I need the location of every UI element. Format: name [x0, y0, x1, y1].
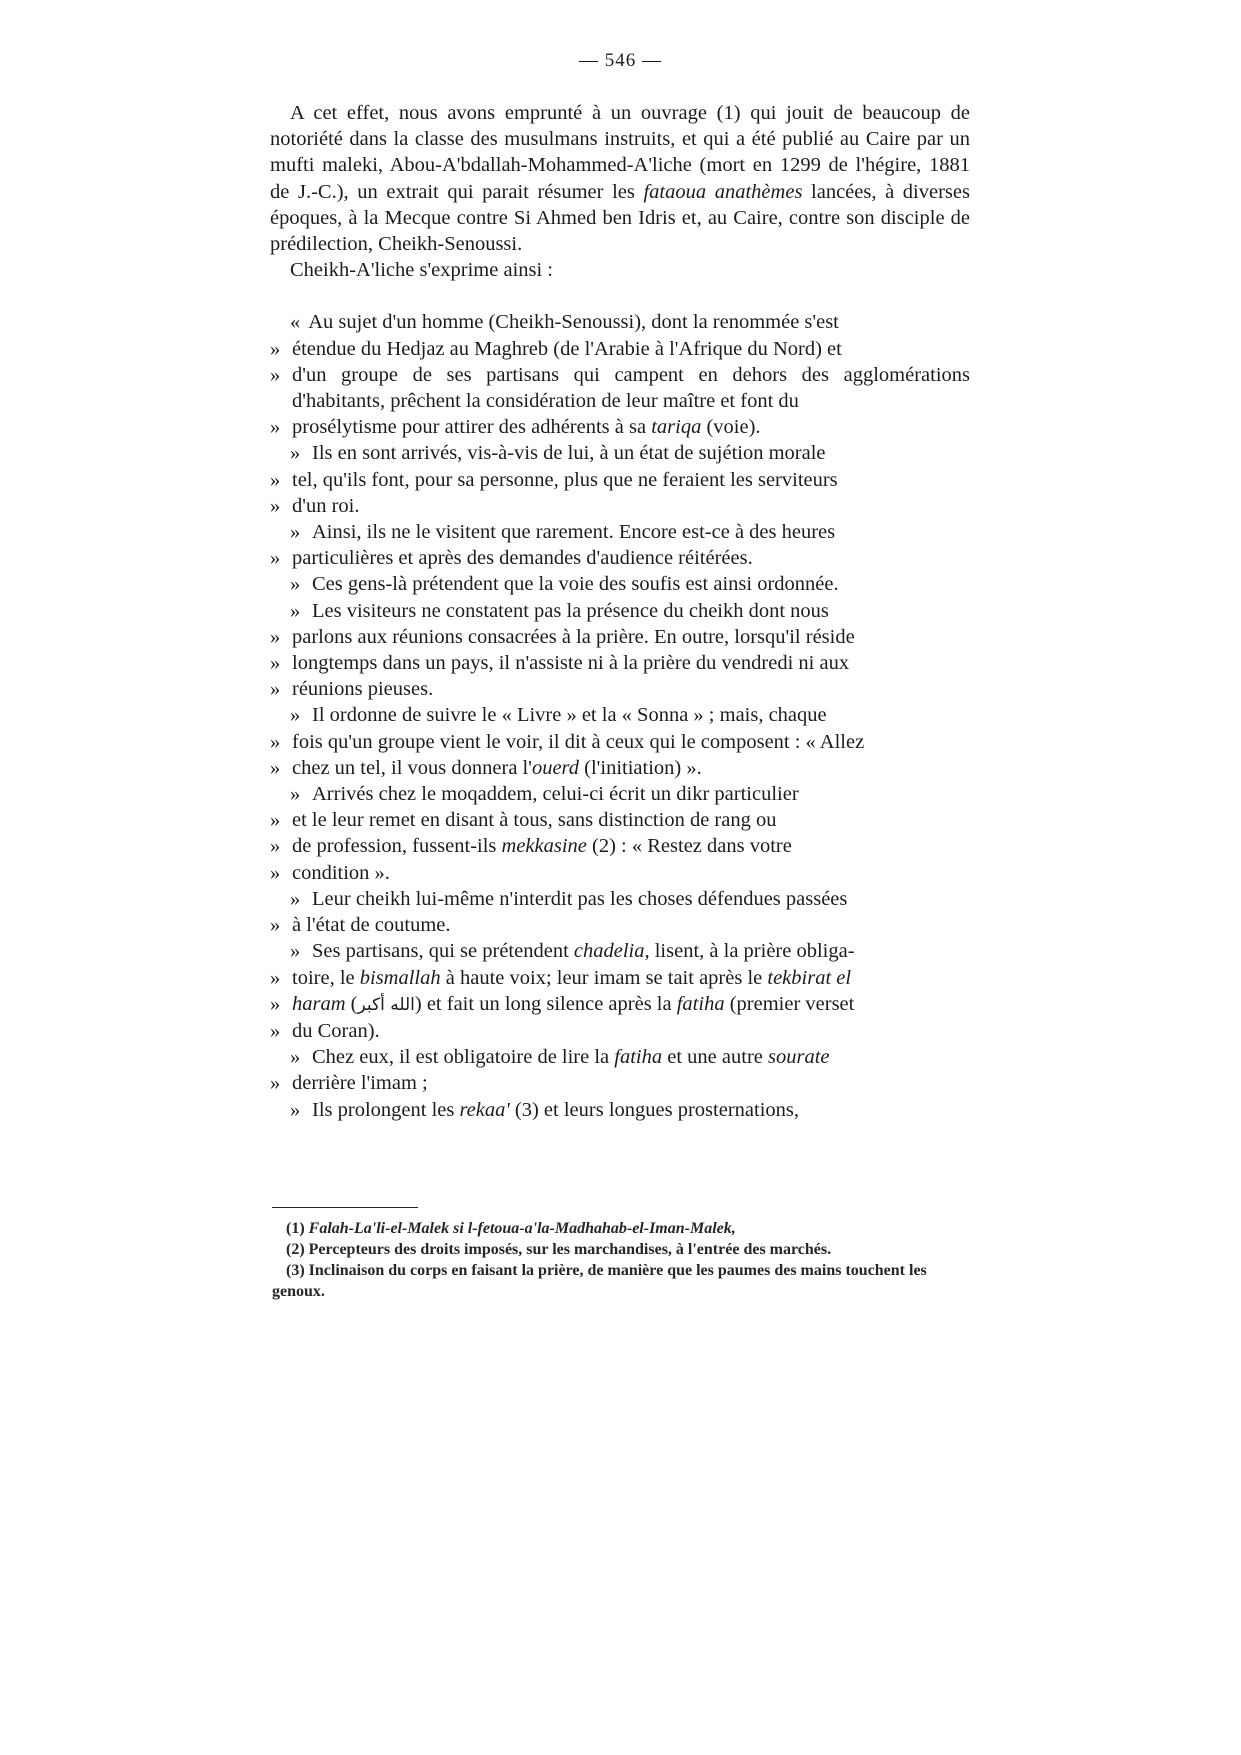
italic-term: chadelia	[573, 940, 645, 963]
quote-line	[270, 571, 970, 597]
italic-term: fatiha	[676, 992, 725, 1015]
quote-mark: »	[290, 704, 301, 727]
quote-text: à l'état de coutume.	[292, 914, 451, 937]
quote-text: et le leur remet en disant à tous, sans distinction de rang ou	[292, 809, 777, 832]
footnote	[272, 1239, 972, 1260]
intro-text-1: A cet effet, nous avons emprunté à un ouvrage (1) qui jouit de beaucoup de notoriété dans la classe des musulmans instruits, et qui a été publié au Caire par un mufti maleki, Abou-A'bdallah-Mohammed-A'liche (mort en 1299 de l'hégire, 1881 de J.-C.), un extrait qui parait résumer les	[270, 102, 970, 203]
quote-text: toire, le	[292, 966, 360, 989]
quote-text: d'un roi.	[292, 494, 360, 517]
quote-mark: »	[270, 914, 281, 937]
quote-text: Les visiteurs ne constatent pas la présence du cheikh dont nous	[312, 599, 829, 622]
quote-mark: »	[270, 835, 281, 858]
quote-line	[270, 702, 970, 728]
quote-text: tel, qu'ils font, pour sa personne, plus que ne feraient les serviteurs	[292, 468, 838, 491]
footnote	[272, 1218, 972, 1239]
quote-line	[270, 807, 970, 833]
quote-text: (l'initiation) ».	[579, 756, 702, 779]
quote-text: derrière l'imam ;	[292, 1072, 428, 1095]
quote-line	[270, 1097, 970, 1123]
quote-line	[270, 309, 970, 335]
quote-text: (2) : « Restez dans votre	[586, 835, 792, 858]
quote-text: condition ».	[292, 861, 390, 884]
intro-paragraph-2: Cheikh-A'liche s'exprime ainsi :	[290, 259, 554, 282]
quote-line	[270, 1044, 970, 1070]
quote-mark: »	[290, 442, 301, 465]
quote-line	[270, 493, 970, 519]
quote-mark: »	[290, 599, 301, 622]
quote-text: à haute voix; leur imam se tait après le	[440, 966, 768, 989]
quote-text: Ces gens-là prétendent que la voie des soufis est ainsi ordonnée.	[312, 573, 839, 596]
quote-text: du Coran).	[292, 1019, 380, 1042]
italic-term: tekbirat el	[767, 966, 852, 989]
quote-text: Ils en sont arrivés, vis-à-vis de lui, à un état de sujétion morale	[312, 442, 826, 465]
page-number: — 546 —	[579, 50, 662, 71]
quote-line	[270, 965, 970, 991]
quote-text: Ainsi, ils ne le visitent que rarement. Encore est-ce à des heures	[312, 521, 836, 544]
quote-line	[270, 467, 970, 493]
footnote-text: Inclinaison du corps en faisant la prière, de manière que les paumes des mains touchent les genoux.	[272, 1262, 927, 1300]
footnote-text: Percepteurs des droits imposés, sur les marchandises, à l'entrée des marchés.	[308, 1241, 832, 1258]
quote-line	[270, 598, 970, 624]
page-body	[270, 100, 970, 1123]
italic-term: fatiha	[614, 1046, 663, 1069]
quote-line	[270, 650, 970, 676]
quote-text: Arrivés chez le moqaddem, celui-ci écrit un dikr particulier	[312, 783, 799, 806]
quote-line	[270, 886, 970, 912]
quote-mark: »	[270, 992, 281, 1015]
quote-line	[270, 336, 970, 362]
footnote	[272, 1260, 972, 1302]
quote-mark: »	[290, 940, 301, 963]
intro-italic-term: fataoua anathèmes	[643, 180, 803, 203]
quote-line	[270, 912, 970, 938]
quote-text: Ils prolongent les	[312, 1098, 460, 1121]
quote-text: particulières et après des demandes d'audience réitérées.	[292, 547, 753, 570]
arabic-text: الله أكبر	[357, 994, 415, 1015]
quote-line	[270, 1070, 970, 1096]
quote-line	[270, 991, 970, 1018]
intro-text-2: lancées, à diverses époques, à la Mecque contre Si Ahmed ben Idris et, au Caire, contre son disciple de prédilection, Cheikh-Senoussi.	[270, 180, 970, 256]
quote-mark: »	[270, 861, 281, 884]
quote-text: Leur cheikh lui-même n'interdit pas les choses défendues passées	[312, 887, 848, 910]
quote-line	[270, 938, 970, 964]
quote-line	[270, 440, 970, 466]
quote-mark: »	[270, 468, 281, 491]
quote-mark: »	[270, 1072, 281, 1095]
quote-mark: »	[290, 1098, 301, 1121]
quote-text: réunions pieuses.	[292, 678, 434, 701]
quote-mark: »	[270, 678, 281, 701]
quote-text: et une autre	[662, 1046, 768, 1069]
italic-term: ouerd	[531, 756, 580, 779]
quote-text: longtemps dans un pays, il n'assiste ni à la prière du vendredi ni aux	[292, 652, 850, 675]
quote-text: Ses partisans, qui se prétendent	[312, 940, 574, 963]
quote-line	[270, 676, 970, 702]
footnote-text: Falah-La'li-el-Malek si l-fetoua-a'la-Madhahab-el-Iman-Malek,	[308, 1220, 736, 1237]
italic-term: mekkasine	[501, 835, 587, 858]
quote-mark: »	[270, 547, 281, 570]
quote-line	[270, 1018, 970, 1044]
italic-term: bismallah	[359, 966, 441, 989]
quote-line	[270, 362, 970, 414]
quote-line	[270, 414, 970, 440]
quote-mark: »	[290, 1046, 301, 1069]
quote-mark: »	[270, 416, 281, 439]
intro-paragraph	[270, 100, 970, 257]
italic-term: rekaa'	[459, 1098, 510, 1121]
italic-term: sourate	[768, 1046, 830, 1069]
quote-mark: »	[290, 573, 301, 596]
footnotes	[272, 1218, 972, 1302]
quote-text: prosélytisme pour attirer des adhérents à sa	[292, 416, 652, 439]
quote-text: (voie).	[701, 416, 761, 439]
quote-line	[270, 545, 970, 571]
quote-text: de profession, fussent-ils	[292, 835, 502, 858]
quote-line	[270, 860, 970, 886]
footnote-number: (1)	[286, 1220, 309, 1237]
quote-mark: «	[290, 311, 301, 334]
quote-mark: »	[270, 1019, 281, 1042]
quote-mark: »	[270, 363, 281, 386]
quote-text: parlons aux réunions consacrées à la prière. En outre, lorsqu'il réside	[292, 625, 855, 648]
quotation-block	[270, 309, 970, 1122]
quote-mark: »	[270, 730, 281, 753]
quote-text: Chez eux, il est obligatoire de lire la	[312, 1046, 615, 1069]
quote-mark: »	[270, 625, 281, 648]
quote-text: fois qu'un groupe vient le voir, il dit à ceux qui le composent : « Allez	[292, 730, 865, 753]
footnote-separator	[272, 1207, 418, 1208]
quote-mark: »	[270, 756, 281, 779]
quote-text: (premier verset	[724, 992, 855, 1015]
quote-mark: »	[270, 494, 281, 517]
quote-text: étendue du Hedjaz au Maghreb (de l'Arabie à l'Afrique du Nord) et	[292, 337, 842, 360]
quote-line	[270, 624, 970, 650]
quote-line	[270, 519, 970, 545]
footnote-number: (2)	[286, 1241, 309, 1258]
quote-text: (	[345, 992, 358, 1015]
quote-line	[270, 781, 970, 807]
quote-text: ) et fait un long silence après la	[414, 992, 677, 1015]
quote-text: Il ordonne de suivre le « Livre » et la « Sonna » ; mais, chaque	[312, 704, 827, 727]
quote-mark: »	[270, 966, 281, 989]
quote-mark: »	[290, 783, 301, 806]
quote-text: d'un groupe de ses partisans qui campent en dehors des agglomérations d'habitants, prêchent la considération de leur maître et font du	[292, 363, 970, 413]
quote-text: Au sujet d'un homme (Cheikh-Senoussi), dont la renommée s'est	[308, 311, 839, 334]
quote-mark: »	[290, 521, 301, 544]
quote-mark: »	[290, 887, 301, 910]
quote-text: , lisent, à la prière obliga-	[644, 940, 855, 963]
quote-line	[270, 729, 970, 755]
italic-term: haram	[292, 992, 346, 1015]
quote-text: (3) et leurs longues prosternations,	[509, 1098, 799, 1121]
quote-mark: »	[270, 809, 281, 832]
italic-term: tariqa	[651, 416, 702, 439]
quote-line	[270, 833, 970, 859]
quote-text: chez un tel, il vous donnera l'	[292, 756, 532, 779]
quote-mark: »	[270, 652, 281, 675]
footnote-number: (3)	[286, 1262, 309, 1279]
quote-mark: »	[270, 337, 281, 360]
quote-line	[270, 755, 970, 781]
